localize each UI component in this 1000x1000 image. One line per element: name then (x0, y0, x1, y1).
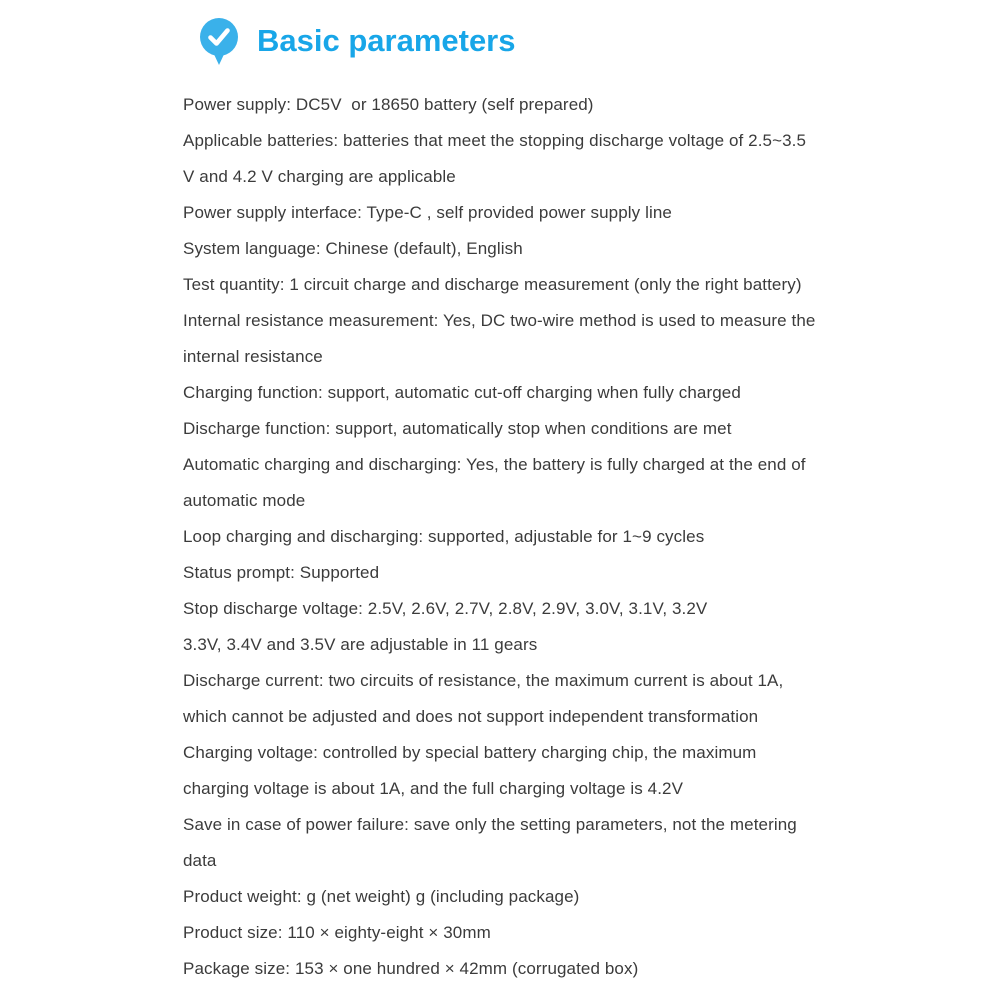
spec-line-product-size: Product size: 110 × eighty-eight × 30mm (183, 923, 491, 942)
spec-line-power-failure-save-cont: data (183, 851, 217, 870)
spec-line-test-quantity: Test quantity: 1 circuit charge and discharge measurement (only the right battery) (183, 275, 802, 294)
spec-line-stop-discharge-voltage-cont: 3.3V, 3.4V and 3.5V are adjustable in 11 gears (183, 635, 538, 654)
spec-line-discharge-current-cont: which cannot be adjusted and does not support independent transformation (183, 707, 759, 726)
spec-line-charging-voltage: Charging voltage: controlled by special battery charging chip, the maximum (183, 743, 757, 762)
spec-line-automatic-charging-cont: automatic mode (183, 491, 306, 510)
spec-line-charging-function: Charging function: support, automatic cut-off charging when fully charged (183, 383, 741, 402)
spec-line-internal-resistance: Internal resistance measurement: Yes, DC two-wire method is used to measure the (183, 311, 816, 330)
spec-line-loop-charging: Loop charging and discharging: supported, adjustable for 1~9 cycles (183, 527, 705, 546)
spec-line-product-weight: Product weight: g (net weight) g (including package) (183, 887, 580, 906)
spec-line-applicable-batteries: Applicable batteries: batteries that meet the stopping discharge voltage of 2.5~3.5 (183, 131, 807, 150)
check-bubble-icon (199, 18, 239, 68)
spec-line-discharge-function: Discharge function: support, automatically stop when conditions are met (183, 419, 732, 438)
parameters-list (183, 87, 883, 987)
section-header (199, 18, 516, 68)
spec-line-power-supply-interface: Power supply interface: Type-C , self provided power supply line (183, 203, 672, 222)
spec-line-charging-voltage-cont: charging voltage is about 1A, and the full charging voltage is 4.2V (183, 779, 684, 798)
section-title: Basic parameters (257, 23, 516, 58)
spec-line-applicable-batteries-cont: V and 4.2 V charging are applicable (183, 167, 456, 186)
spec-line-package-size: Package size: 153 × one hundred × 42mm (corrugated box) (183, 959, 639, 978)
spec-line-automatic-charging: Automatic charging and discharging: Yes, the battery is fully charged at the end of (183, 455, 806, 474)
spec-line-discharge-current: Discharge current: two circuits of resistance, the maximum current is about 1A, (183, 671, 784, 690)
spec-line-internal-resistance-cont: internal resistance (183, 347, 323, 366)
spec-line-power-supply: Power supply: DC5V or 18650 battery (self prepared) (183, 95, 594, 114)
spec-line-stop-discharge-voltage: Stop discharge voltage: 2.5V, 2.6V, 2.7V, 2.8V, 2.9V, 3.0V, 3.1V, 3.2V (183, 599, 708, 618)
spec-line-system-language: System language: Chinese (default), English (183, 239, 523, 258)
spec-line-power-failure-save: Save in case of power failure: save only the setting parameters, not the metering (183, 815, 797, 834)
spec-line-status-prompt: Status prompt: Supported (183, 563, 380, 582)
